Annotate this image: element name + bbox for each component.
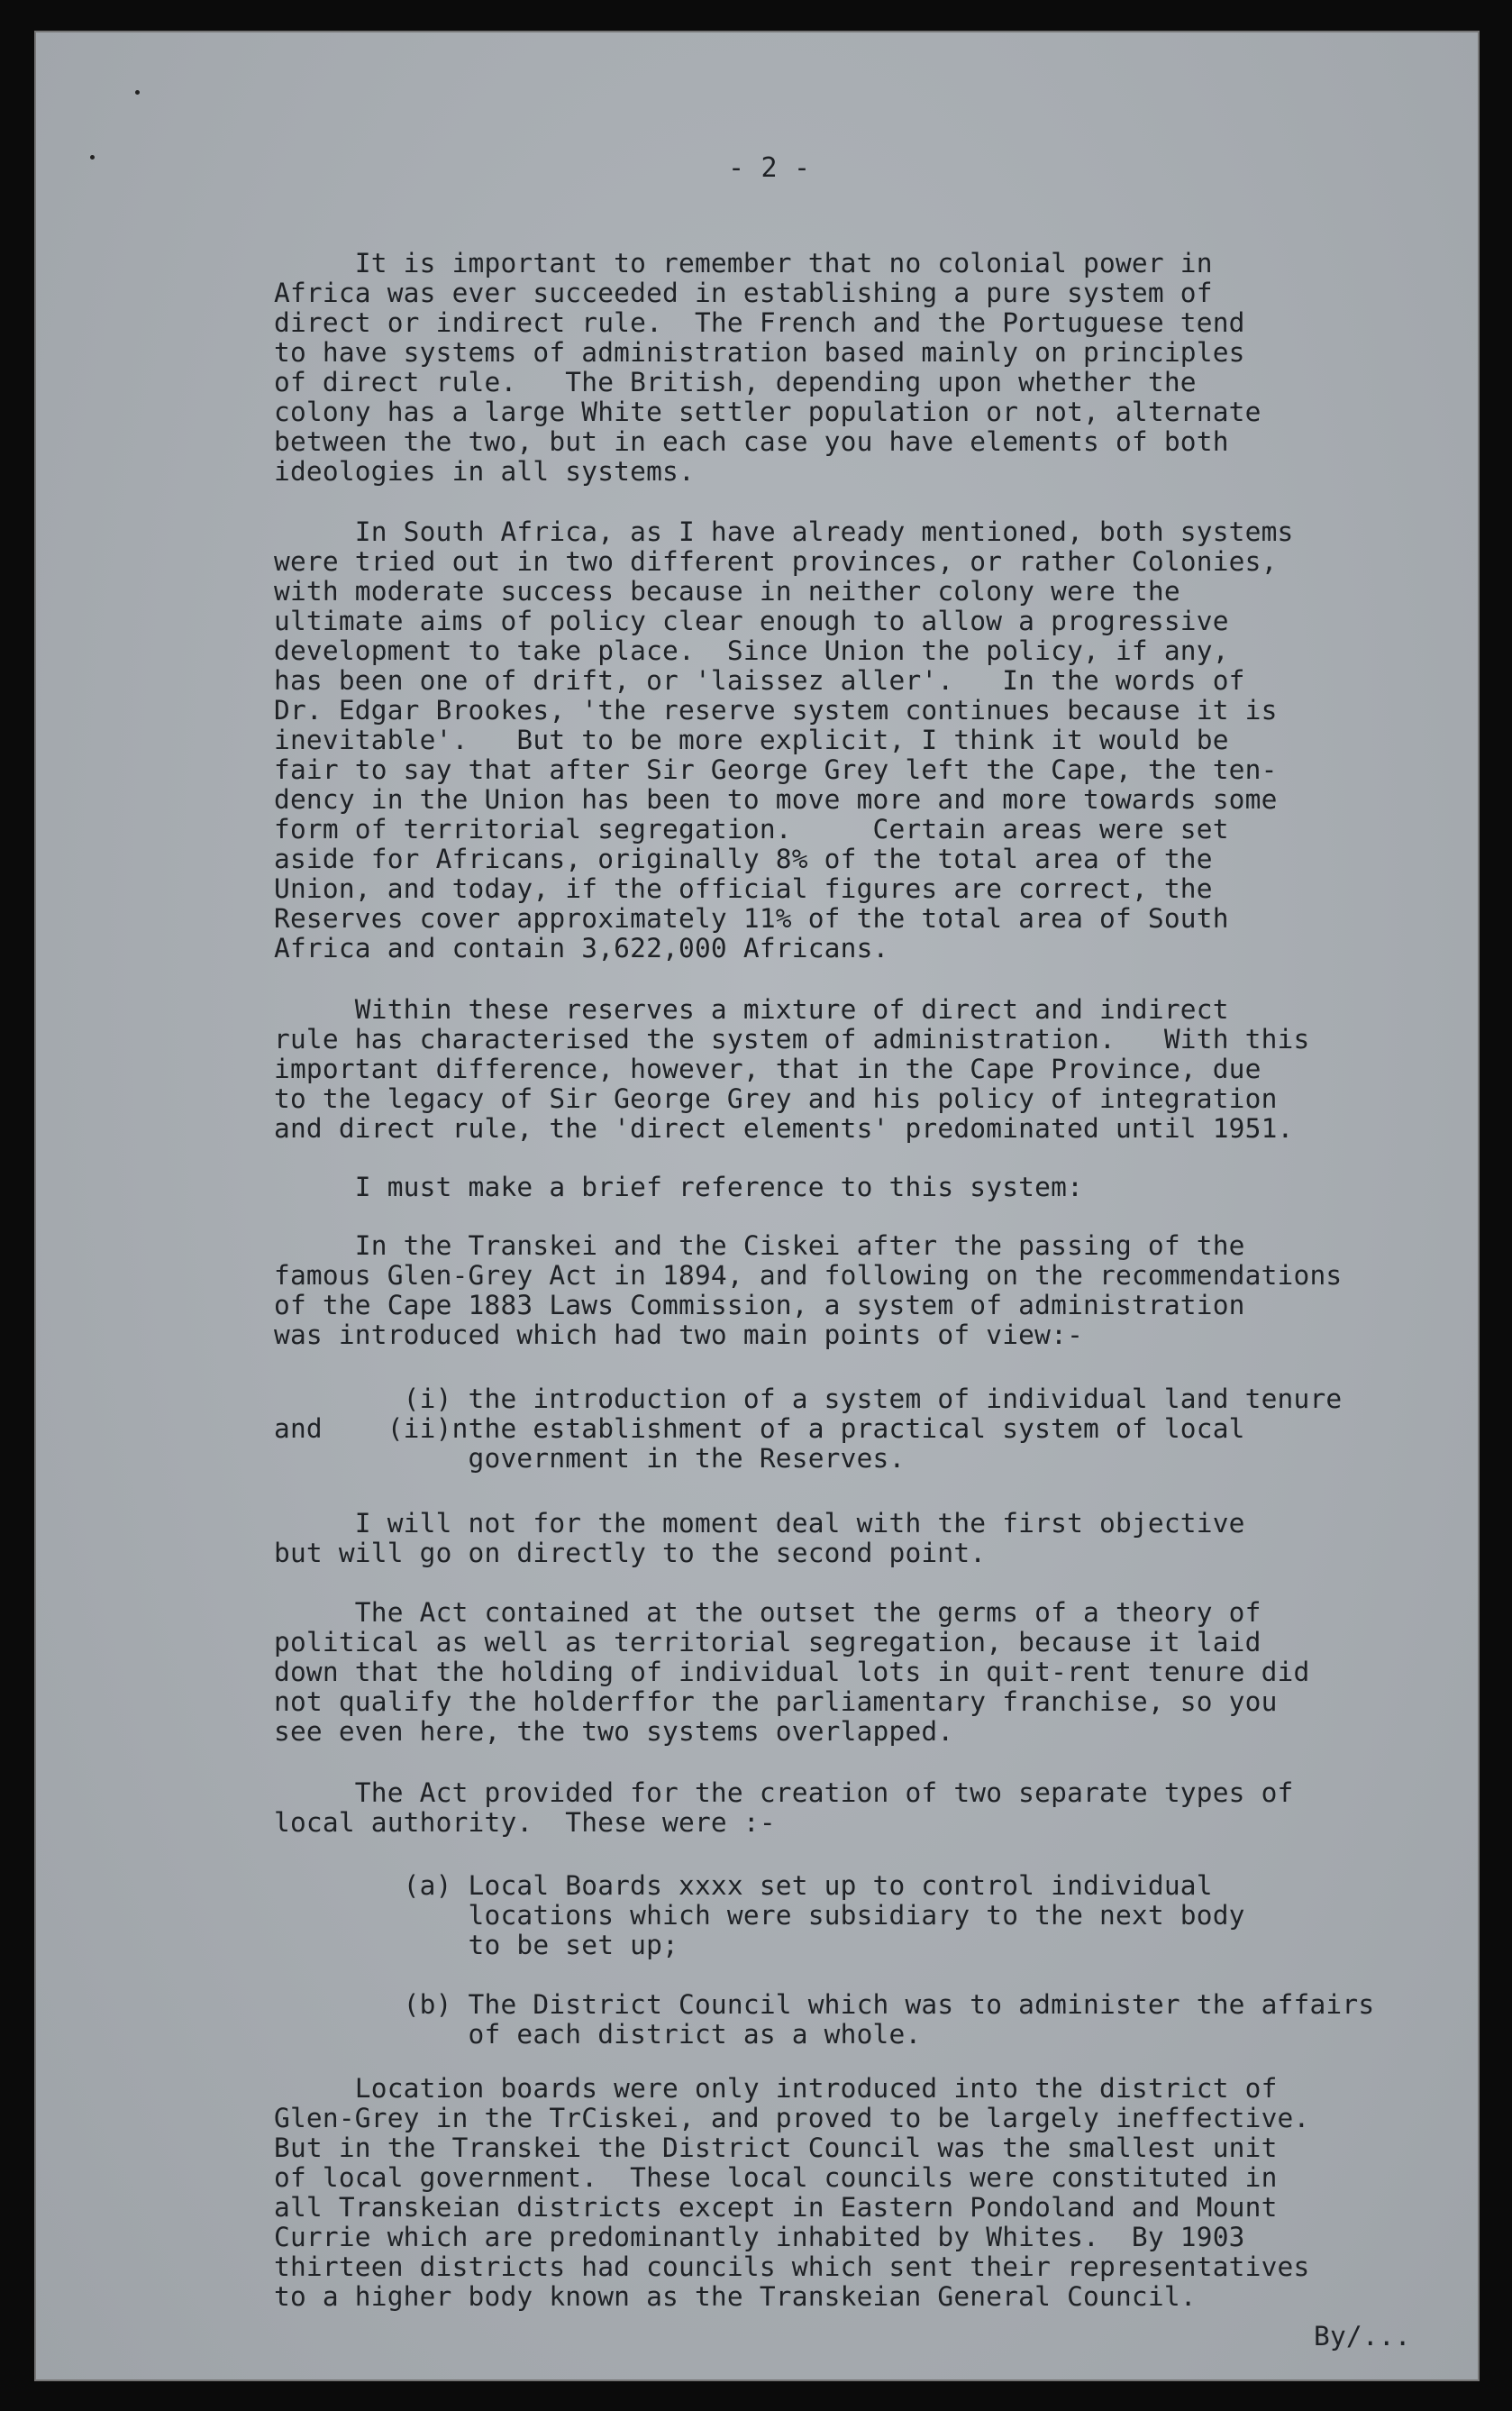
text-line: Location boards were only introduced into the district of xyxy=(274,2073,1278,2104)
text-line: local authority. These were :- xyxy=(274,1807,776,1838)
text-line: I will not for the moment deal with the first objective xyxy=(274,1508,1245,1539)
paragraph-act-contained xyxy=(274,1598,1309,1747)
text-line: ideologies in all systems. xyxy=(274,456,695,487)
text-line: has been one of drift, or 'laissez aller'. In the words of xyxy=(274,665,1245,696)
text-line: was introduced which had two main points of view:- xyxy=(274,1320,1084,1350)
text-line: Africa and contain 3,622,000 Africans. xyxy=(274,933,889,963)
text-line: colony has a large White settler population or not, alternate xyxy=(274,397,1262,427)
text-line xyxy=(274,1960,1374,1990)
text-line: (a) Local Boards xxxx set up to control individual xyxy=(274,1870,1213,1901)
text-line: government in the Reserves. xyxy=(274,1443,906,1474)
text-line: The Act contained at the outset the germs of a theory of xyxy=(274,1597,1262,1628)
text-line: of local government. These local councils were constituted in xyxy=(274,2162,1278,2193)
text-line: It is important to remember that no colonial power in xyxy=(274,248,1213,279)
text-line: (i) the introduction of a system of individual land tenure xyxy=(274,1384,1343,1414)
text-line: locations which were subsidiary to the next body xyxy=(274,1900,1245,1931)
text-line: I must make a brief reference to this system: xyxy=(274,1172,1084,1202)
text-line: rule has characterised the system of administration. With this xyxy=(274,1024,1310,1055)
text-line: political as well as territorial segregation, because it laid xyxy=(274,1627,1262,1658)
text-line: dency in the Union has been to move more and more towards some xyxy=(274,784,1278,815)
text-line: Glen-Grey in the TrCiskei, and proved to be largely ineffective. xyxy=(274,2103,1310,2133)
page-number: - 2 - xyxy=(728,152,811,184)
paragraph-colonial-power xyxy=(274,249,1262,487)
list-points-of-view xyxy=(274,1384,1342,1474)
paragraph-transkei-ciskei xyxy=(274,1231,1342,1350)
text-line: In the Transkei and the Ciskei after the passing of the xyxy=(274,1230,1245,1261)
text-line: But in the Transkei the District Council was the smallest unit xyxy=(274,2132,1278,2163)
text-line: all Transkeian districts except in Eastern Pondoland and Mount xyxy=(274,2192,1278,2223)
text-line: to a higher body known as the Transkeian General Council. xyxy=(274,2281,1197,2312)
list-local-authorities xyxy=(274,1871,1374,2050)
text-line: Reserves cover approximately 11% of the total area of South xyxy=(274,903,1229,934)
text-line: between the two, but in each case you have elements of both xyxy=(274,426,1229,457)
text-line: and (ii)nthe establishment of a practical system of local xyxy=(274,1413,1245,1444)
document-page xyxy=(36,32,1478,2379)
text-line: development to take place. Since Union the policy, if any, xyxy=(274,635,1229,666)
text-line: important difference, however, that in the Cape Province, due xyxy=(274,1054,1262,1084)
paragraph-act-provided xyxy=(274,1778,1294,1838)
text-line: to have systems of administration based mainly on principles xyxy=(274,337,1245,368)
text-line: Union, and today, if the official figures are correct, the xyxy=(274,873,1213,904)
text-line: see even here, the two systems overlapped. xyxy=(274,1716,954,1747)
paragraph-location-boards xyxy=(274,2074,1309,2312)
text-line: were tried out in two different provinces, or rather Colonies, xyxy=(274,546,1278,577)
text-line: with moderate success because in neither colony were the xyxy=(274,576,1180,607)
text-line: direct or indirect rule. The French and the Portuguese tend xyxy=(274,307,1245,338)
text-line: Within these reserves a mixture of direct and indirect xyxy=(274,994,1229,1025)
text-line: and direct rule, the 'direct elements' predominated until 1951. xyxy=(274,1113,1294,1144)
paragraph-first-objective xyxy=(274,1509,1245,1568)
text-line: The Act provided for the creation of two separate types of xyxy=(274,1777,1294,1808)
text-line: down that the holding of individual lots in quit-rent tenure did xyxy=(274,1657,1310,1687)
text-line: Dr. Edgar Brookes, 'the reserve system continues because it is xyxy=(274,695,1278,726)
paper-speck xyxy=(90,155,95,160)
text-line: of each district as a whole. xyxy=(274,2019,922,2050)
text-line: form of territorial segregation. Certain areas were set xyxy=(274,814,1229,845)
paragraph-reserves xyxy=(274,995,1309,1144)
text-line: famous Glen-Grey Act in 1894, and following on the recommendations xyxy=(274,1260,1343,1291)
text-line: ultimate aims of policy clear enough to allow a progressive xyxy=(274,606,1229,636)
text-line: Africa was ever succeeded in establishing a pure system of xyxy=(274,278,1213,308)
text-line: Currie which are predominantly inhabited by Whites. By 1903 xyxy=(274,2222,1245,2252)
text-line: inevitable'. But to be more explicit, I think it would be xyxy=(274,725,1229,755)
text-line: fair to say that after Sir George Grey left the Cape, the ten- xyxy=(274,754,1278,785)
paper-speck xyxy=(135,90,140,95)
text-line: of direct rule. The British, depending upon whether the xyxy=(274,367,1197,397)
text-line: but will go on directly to the second point. xyxy=(274,1538,987,1568)
text-line: to be set up; xyxy=(274,1930,679,1960)
text-line: In South Africa, as I have already mentioned, both systems xyxy=(274,516,1294,547)
text-line: aside for Africans, originally 8% of the total area of the xyxy=(274,844,1213,874)
text-line: not qualify the holderffor the parliamentary franchise, so you xyxy=(274,1686,1278,1717)
text-line: (b) The District Council which was to administer the affairs xyxy=(274,1989,1375,2020)
text-line: of the Cape 1883 Laws Commission, a system of administration xyxy=(274,1290,1245,1320)
paragraph-south-africa xyxy=(274,517,1294,963)
catchword: By/... xyxy=(1314,2321,1411,2352)
paragraph-brief-reference xyxy=(274,1173,1083,1202)
text-line: thirteen districts had councils which sent their representatives xyxy=(274,2251,1310,2282)
text-line: to the legacy of Sir George Grey and his policy of integration xyxy=(274,1083,1278,1114)
